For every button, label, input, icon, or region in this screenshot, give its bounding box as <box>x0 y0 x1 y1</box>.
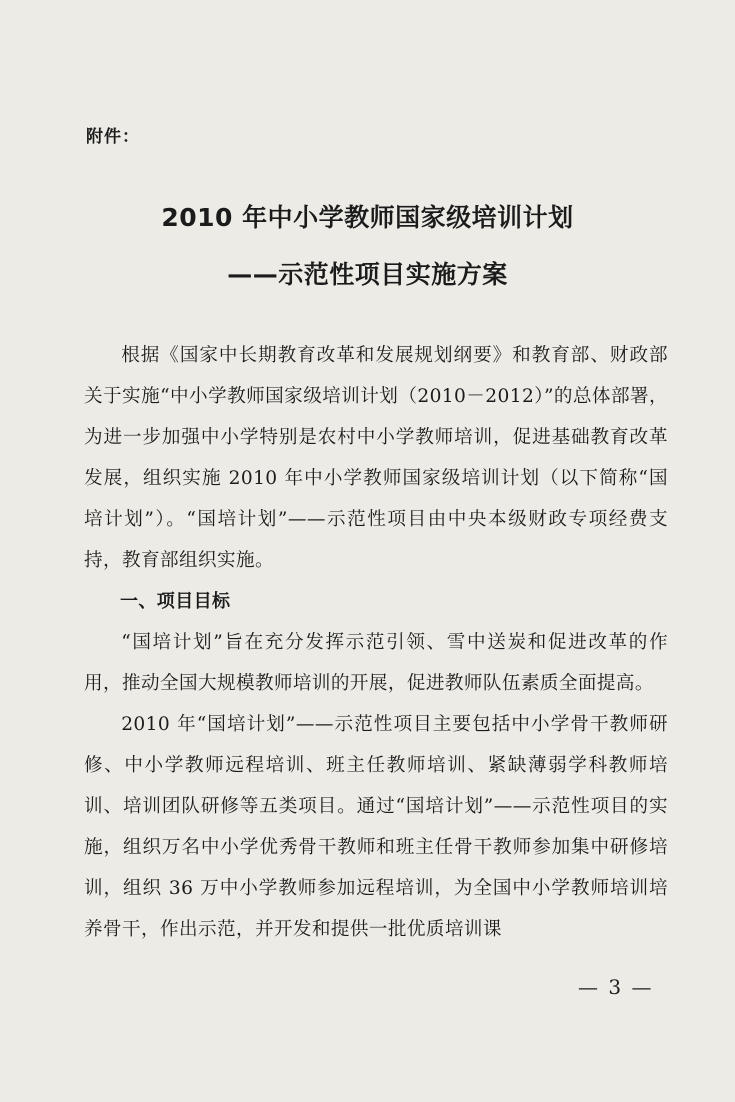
paragraph-projects: 2010 年“国培计划”——示范性项目主要包括中小学骨干教师研修、中小学教师远程培训、班主任教师培训、紧缺薄弱学科教师培训、培训团队研修等五类项目。通过“国培计划”——示范性项目的实施，组织万名中小学优秀骨干教师和班主任骨干教师参加集中研修培训，组织 36 万中小学教师参加远程培训，为全国中小学教师培训培养骨干，作出示范，并开发和提供一批优质培训课 <box>84 714 668 940</box>
document-subtitle: ——示范性项目实施方案 <box>227 260 508 289</box>
paragraph-intro: 根据《国家中长期教育改革和发展规划纲要》和教育部、财政部关于实施“中小学教师国家级培训计划（2010－2012）”的总体部署，为进一步加强中小学特别是农村中小学教师培训，促进基础教育改革发展，组织实施 2010 年中小学教师国家级培训计划（以下简称“国培计划”）。“国培计划”——示范性项目由中央本级财政专项经费支持，教育部组织实施。 <box>84 345 668 571</box>
paragraph-objectives: “国培计划”旨在充分发挥示范引领、雪中送炭和促进改革的作用，推动全国大规模教师培训的开展，促进教师队伍素质全面提高。 <box>84 632 668 694</box>
section-heading-objectives: 一、项目目标 <box>120 591 231 612</box>
document-title: 2010 年中小学教师国家级培训计划 <box>161 203 574 232</box>
attachment-label: 附件： <box>86 127 140 147</box>
document-body <box>84 335 668 950</box>
page-number: — 3 — <box>578 975 654 999</box>
